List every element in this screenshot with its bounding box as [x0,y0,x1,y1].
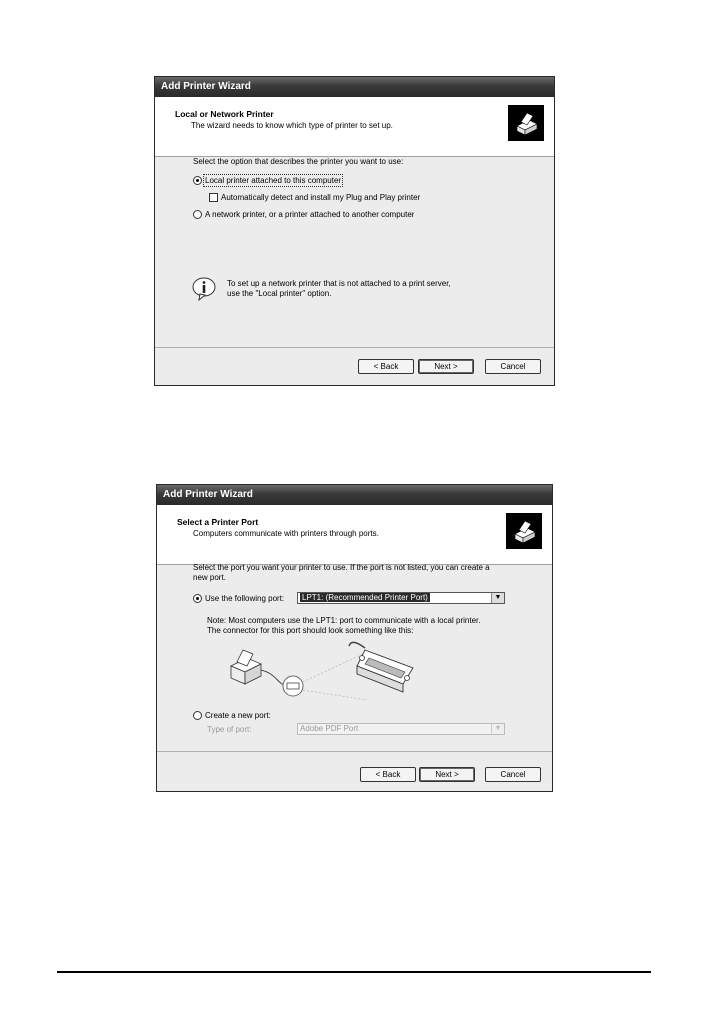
cancel-button[interactable]: Cancel [485,359,541,374]
footer-divider [157,751,552,752]
network-printer-radio[interactable] [193,210,202,219]
use-port-radio[interactable] [193,594,202,603]
create-port-label[interactable]: Create a new port: [205,711,271,720]
header-subtitle: The wizard needs to know which type of printer to set up. [191,121,393,130]
add-printer-wizard-dialog-local-or-network [154,76,555,386]
wizard-header [155,97,554,157]
info-line-2: use the "Local printer" option. [227,289,332,298]
type-of-port-label: Type of port: [207,725,252,734]
use-port-label[interactable]: Use the following port: [205,594,285,603]
info-line-1: To set up a network printer that is not attached to a print server, [227,279,451,288]
footer-divider [155,347,554,348]
type-of-port-value: Adobe PDF Port [300,724,359,733]
autodetect-label[interactable]: Automatically detect and install my Plug and Play printer [221,193,421,202]
network-printer-label[interactable]: A network printer, or a printer attached to another computer [205,210,415,219]
parallel-port-illustration [217,638,457,706]
local-printer-label[interactable]: Local printer attached to this computer [205,176,342,185]
note-line-2: The connector for this port should look something like this: [207,626,414,635]
wizard-header [157,505,552,565]
title-bar[interactable]: Add Printer Wizard [157,485,552,505]
cancel-button[interactable]: Cancel [485,767,541,782]
chevron-down-icon: ▼ [491,724,504,734]
page-footer-rule [57,971,651,973]
create-port-radio[interactable] [193,711,202,720]
header-title: Select a Printer Port [177,517,259,527]
local-printer-radio[interactable] [193,176,202,185]
header-subtitle: Computers communicate with printers through ports. [193,529,379,538]
prompt-text: Select the option that describes the printer you want to use: [193,157,404,166]
header-title: Local or Network Printer [175,109,274,119]
note-line-1: Note: Most computers use the LPT1: port to communicate with a local printer. [207,616,481,625]
printer-icon [508,105,544,141]
autodetect-checkbox[interactable] [209,193,218,202]
info-bubble-icon [191,277,217,301]
printer-icon [506,513,542,549]
title-bar[interactable]: Add Printer Wizard [155,77,554,97]
prompt-line-1: Select the port you want your printer to use. If the port is not listed, you can create a [193,563,490,572]
port-select-value: LPT1: (Recommended Printer Port) [302,593,428,602]
prompt-line-2: new port. [193,573,226,582]
next-button[interactable]: Next > [419,767,475,782]
add-printer-wizard-dialog-select-port [156,484,553,792]
back-button[interactable]: < Back [360,767,416,782]
back-button[interactable]: < Back [358,359,414,374]
chevron-down-icon[interactable]: ▼ [491,593,504,603]
port-select[interactable] [297,592,505,604]
type-of-port-select [297,723,505,735]
next-button[interactable]: Next > [418,359,474,374]
